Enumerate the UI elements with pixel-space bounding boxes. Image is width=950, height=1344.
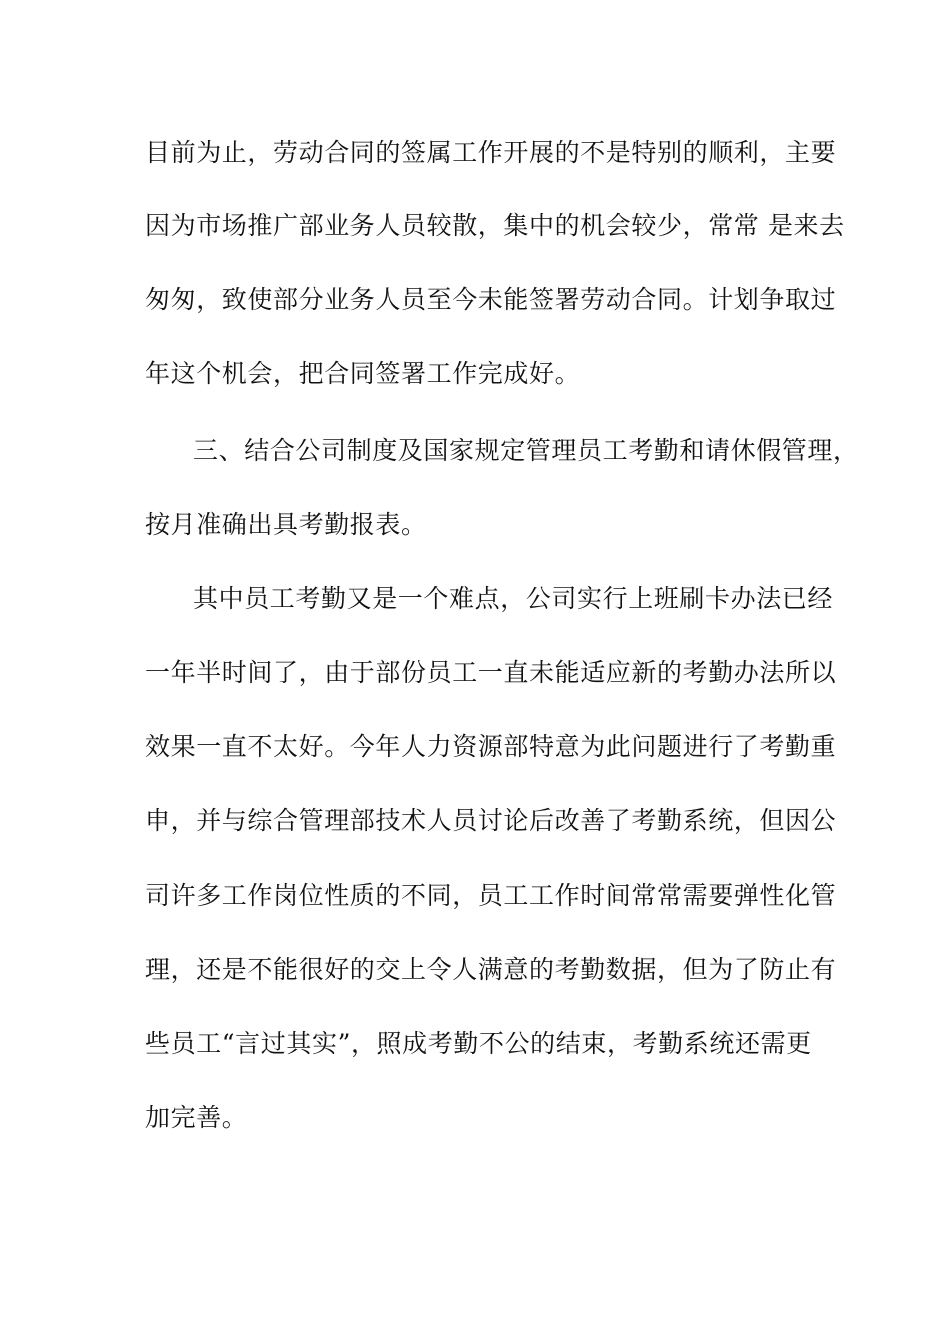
text-line: 加完善。 xyxy=(145,1103,248,1132)
text-line: 效果一直不太好。今年人力资源部特意为此问题进行了考勤重 xyxy=(145,732,837,761)
text-line: 匆匆，致使部分业务人员至今未能签署劳动合同。计划争取过 xyxy=(145,285,837,314)
text-line: 年这个机会，把合同签署工作完成好。 xyxy=(145,359,581,388)
text-line: 些员工“言过其实”，照成考勤不公的结束，考勤系统还需更 xyxy=(145,1029,812,1058)
section-heading-line: 三、结合公司制度及国家规定管理员工考勤和请休假管理， xyxy=(193,436,859,465)
text-line: 因为市场推广部业务人员较散，集中的机会较少，常常 是来去 xyxy=(145,211,845,240)
text-line: 一年半时间了，由于部份员工一直未能适应新的考勤办法所以 xyxy=(145,658,837,687)
text-line: 按月准确出具考勤报表。 xyxy=(145,510,427,539)
text-line: 理，还是不能很好的交上令人满意的考勤数据，但为了防止有 xyxy=(145,955,837,984)
text-line: 目前为止，劳动合同的签属工作开展的不是特别的顺利，主要 xyxy=(145,138,837,167)
paragraph-first-line: 其中员工考勤又是一个难点，公司实行上班刷卡办法已经 xyxy=(193,584,834,613)
text-line: 司许多工作岗位性质的不同，员工工作时间常常需要弹性化管 xyxy=(145,881,837,910)
text-line: 申，并与综合管理部技术人员讨论后改善了考勤系统，但因公 xyxy=(145,806,837,835)
